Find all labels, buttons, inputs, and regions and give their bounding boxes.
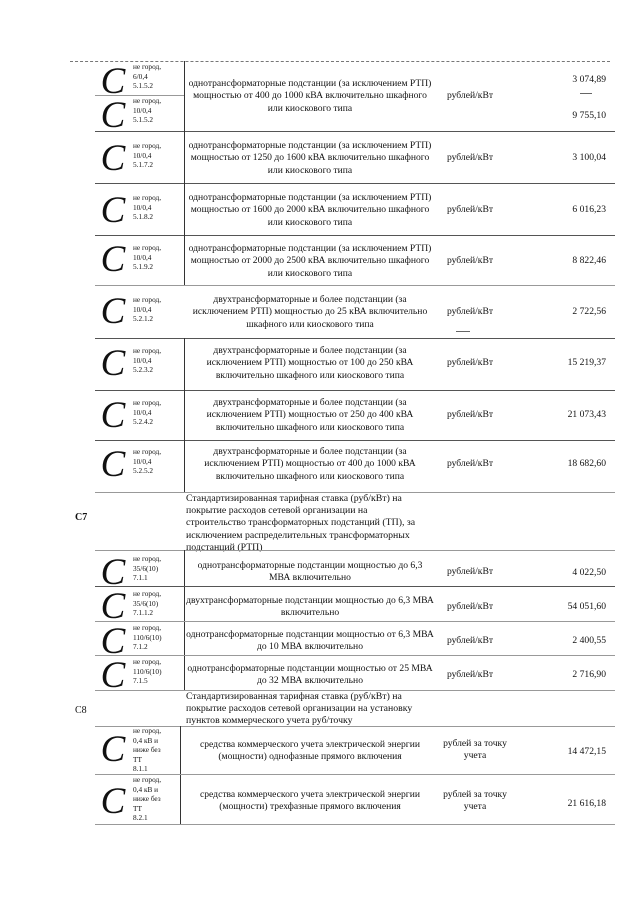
unit-label: рублей/кВт: [446, 669, 494, 680]
column-divider: [184, 235, 185, 285]
tariff-code-symbol: C: [100, 61, 126, 102]
tariff-value: 4 022,50: [572, 567, 606, 578]
location-label: не город, 35/6(10) 7.1.1: [133, 554, 162, 583]
section-description: Стандартизированная тарифная ставка (руб/кВт) на покрытие расходов сетевой организации на установку пунктов коммерческого учета руб/точку: [186, 691, 413, 727]
tariff-value: 54 051,60: [567, 601, 606, 612]
substation-description: средства коммерческого учета электрической энергии (мощности) однофазные прямого включения: [200, 739, 420, 763]
row-rule: [95, 621, 615, 622]
section-description: Стандартизированная тарифная ставка (руб/кВт) на покрытие расходов сетевой организации на строительство трансформаторных подстанций (ТП), за исключением распределительных трансформаторных подстанций (РТП): [186, 493, 416, 553]
location-label: не город, 0,4 кВ и ниже без ТТ 8.1.1: [133, 726, 162, 774]
substation-description: двухтрансформаторные и более подстанции (за исключением РТП) мощностью от 250 до 400 кВА включительно шкафного или киоскового типа: [206, 397, 414, 433]
section-label-c8: C8: [75, 705, 87, 716]
location-label: не город, 10/0,4 5.1.9.2: [133, 243, 162, 272]
column-divider: [184, 61, 185, 131]
location-label: не город, 10/0,4 5.1.8.2: [133, 193, 162, 222]
tariff-value: 18 682,60: [567, 458, 606, 469]
location-label: не город, 6/0,4 5.1.5.2: [133, 62, 162, 91]
tariff-code-symbol: C: [100, 552, 126, 593]
substation-description: однотрансформаторные подстанции мощностью от 25 МВА до 32 МВА включительно: [187, 663, 433, 687]
substation-description: однотрансформаторные подстанции (за исключением РТП) мощностью от 400 до 1000 кВА включительно шкафного или киоскового типа: [188, 78, 432, 114]
substation-description: средства коммерческого учета электрической энергии (мощности) трехфазные прямого включения: [200, 789, 420, 813]
value-dash: [580, 93, 592, 94]
tariff-code-symbol: C: [100, 291, 126, 332]
location-label: не город, 35/6(10) 7.1.1.2: [133, 589, 162, 618]
unit-label: рублей/кВт: [446, 357, 494, 368]
row-rule: [95, 824, 615, 825]
tariff-code-symbol: C: [100, 239, 126, 280]
tariff-value: 21 616,18: [567, 798, 606, 809]
column-divider: [184, 440, 185, 492]
column-divider: [184, 390, 185, 440]
location-label: не город, 110/6(10) 7.1.2: [133, 623, 162, 652]
tariff-code-symbol: C: [100, 655, 126, 696]
tariff-code-symbol: C: [100, 781, 126, 822]
unit-label: рублей/кВт: [446, 635, 494, 646]
location-label: не город, 10/0,4 5.2.3.2: [133, 346, 162, 375]
unit-label: рублей/кВт: [446, 204, 494, 215]
tariff-value: 6 016,23: [572, 204, 606, 215]
unit-label: рублей/кВт: [446, 90, 494, 101]
tariff-code-symbol: C: [100, 138, 126, 179]
column-divider: [184, 550, 185, 690]
tariff-code-symbol: C: [100, 343, 126, 384]
row-rule: [95, 390, 615, 391]
unit-label: рублей/кВт: [446, 152, 494, 163]
row-rule: [95, 338, 615, 339]
location-label: не город, 110/6(10) 7.1.5: [133, 657, 162, 686]
unit-label: рублей/кВт: [446, 306, 494, 317]
unit-label: рублей за точку учета: [443, 738, 507, 762]
tariff-value: 15 219,37: [567, 357, 606, 368]
row-rule: [95, 440, 615, 441]
tariff-code-symbol: C: [100, 444, 126, 485]
substation-description: однотрансформаторные подстанции (за исключением РТП) мощностью от 1250 до 1600 кВА включительно шкафного или киоскового типа: [188, 140, 432, 176]
tariff-value: 2 722,56: [572, 306, 606, 317]
unit-label: рублей/кВт: [446, 255, 494, 266]
location-label: не город, 10/0,4 5.2.1.2: [133, 295, 162, 324]
location-label: не город, 10/0,4 5.1.7.2: [133, 141, 162, 170]
tariff-value: 21 073,43: [567, 409, 606, 420]
substation-description: однотрансформаторные подстанции мощностью до 6,3 МВА включительно: [197, 560, 423, 584]
row-rule: [95, 131, 615, 132]
substation-description: однотрансформаторные подстанции мощностью от 6,3 МВА до 10 МВА включительно: [186, 629, 434, 653]
tariff-code-symbol: C: [100, 729, 126, 770]
location-label: не город, 10/0,4 5.2.5.2: [133, 447, 162, 476]
row-rule: [95, 235, 615, 236]
row-rule: [95, 95, 184, 96]
unit-label: рублей/кВт: [446, 566, 494, 577]
substation-description: двухтрансформаторные и более подстанции (за исключением РТП) мощностью от 100 до 250 кВА включительно шкафного или киоскового типа: [206, 345, 414, 381]
unit-label: рублей за точку учета: [443, 789, 507, 813]
row-rule: [95, 550, 615, 551]
column-divider: [184, 338, 185, 390]
tariff-value: 2 400,55: [572, 635, 606, 646]
tariff-code-symbol: C: [100, 95, 126, 136]
substation-description: двухтрансформаторные и более подстанции (за исключением РТП) мощностью до 25 кВА включительно шкафного или киоскового типа: [192, 294, 428, 330]
column-divider: [184, 183, 185, 235]
value-dash: [456, 331, 470, 332]
substation-description: однотрансформаторные подстанции (за исключением РТП) мощностью от 1600 до 2000 кВА включительно шкафного или киоскового типа: [188, 192, 432, 228]
unit-label: рублей/кВт: [446, 601, 494, 612]
tariff-code-symbol: C: [100, 586, 126, 627]
tariff-code-symbol: C: [100, 190, 126, 231]
tariff-value: 8 822,46: [572, 255, 606, 266]
row-rule: [95, 586, 615, 587]
tariff-code-symbol: C: [100, 621, 126, 662]
row-rule: [95, 285, 615, 286]
location-label: не город, 0,4 кВ и ниже без ТТ 8.2.1: [133, 775, 162, 823]
tariff-value: 2 716,90: [572, 669, 606, 680]
row-rule: [95, 655, 615, 656]
substation-description: двухтрансформаторные и более подстанции (за исключением РТП) мощностью от 400 до 1000 кВА включительно шкафного или киоскового типа: [204, 446, 416, 482]
column-divider: [184, 131, 185, 183]
unit-label: рублей/кВт: [446, 458, 494, 469]
substation-description: двухтрансформаторные подстанции мощностью до 6,3 МВА включительно: [186, 595, 434, 619]
section-label-c7: C7: [75, 512, 88, 523]
tariff-code-symbol: C: [100, 395, 126, 436]
unit-label: рублей/кВт: [446, 409, 494, 420]
location-label: не город, 10/0,4 5.2.4.2: [133, 398, 162, 427]
row-rule: [95, 183, 615, 184]
tariff-value: 9 755,10: [572, 110, 606, 121]
tariff-value: 3 074,89: [572, 74, 606, 85]
substation-description: однотрансформаторные подстанции (за исключением РТП) мощностью от 2000 до 2500 кВА включительно шкафного или киоскового типа: [188, 243, 432, 279]
tariff-value: 14 472,15: [567, 746, 606, 757]
tariff-value: 3 100,04: [572, 152, 606, 163]
location-label: не город, 10/0,4 5.1.5.2: [133, 96, 162, 125]
